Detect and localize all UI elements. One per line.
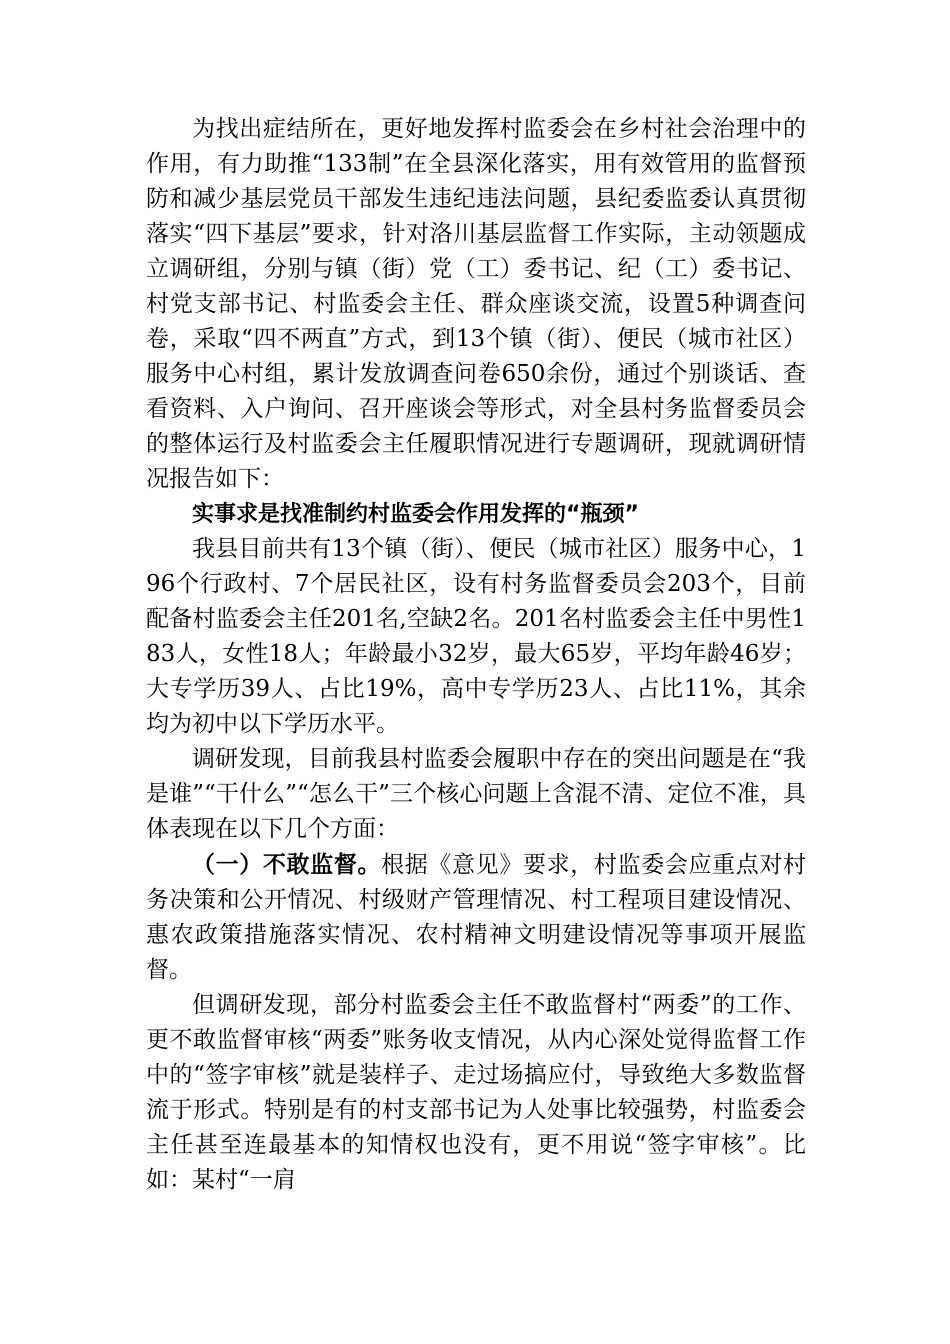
paragraph-text: 我县目前共有13个镇（街）、便民（城市社区）服务中心，196个行政村、7个居民社区，设有村务监督委员会203个，目前配备村监委会主任201名,空缺2名。201名村监委会主任中男性183人，女性18人；年龄最小32岁，最大65岁，平均年龄46岁；大专学历39人、占比19%，高中专学历23人、占比11%，其余均为初中以下学历水平。 (146, 536, 806, 737)
issue-detail-paragraph (146, 988, 806, 1198)
heading-text: 实事求是找准制约村监委会作用发挥的“瓶颈” (192, 502, 639, 527)
paragraph-text: 为找出症结所在，更好地发挥村监委会在乡村社会治理中的作用，有力助推“133制”在全县深化落实，用有效管用的监督预防和减少基层党员干部发生违纪违法问题，县纪委监委认真贯彻落实“四下基层”要求，针对洛川基层监督工作实际，主动领题成立调研组，分别与镇（街）党（工）委书记、纪（工）委书记、村党支部书记、村监委会主任、群众座谈交流，设置5种调查问卷，采取“四不两直”方式，到13个镇（街）、便民（城市社区）服务中心村组，累计发放调查问卷650余份，通过个别谈话、查看资料、入户询问、召开座谈会等形式，对全县村务监督委员会的整体运行及村监委会主任履职情况进行专题调研，现就调研情况报告如下： (146, 116, 806, 492)
intro-paragraph (146, 112, 806, 497)
section-heading (146, 497, 806, 532)
findings-paragraph (146, 742, 806, 847)
paragraph-text: 调研发现，目前我县村监委会履职中存在的突出问题是在“我是谁”“干什么”“怎么干”三个核心问题上含混不清、定位不准，具体表现在以下几个方面： (146, 746, 806, 842)
issue-one-paragraph (146, 847, 806, 988)
statistics-paragraph (146, 532, 806, 742)
paragraph-text: 根据《意见》要求，村监委会应重点对村务决策和公开情况、村级财产管理情况、村工程项目建设情况、惠农政策措施落实情况、农村精神文明建设情况等事项开展监督。 (146, 852, 807, 983)
document-page (146, 112, 806, 1198)
paragraph-text: 但调研发现，部分村监委会主任不敢监督村“两委”的工作、更不敢监督审核“两委”账务收支情况，从内心深处觉得监督工作中的“签字审核”就是装样子、走过场搞应付，导致绝大多数监督流于形式。特别是有的村支部书记为人处事比较强势，村监委会主任甚至连最基本的知情权也没有，更不用说“签字审核”。比如：某村“一肩 (146, 992, 806, 1193)
issue-lead: （一）不敢监督。 (192, 851, 382, 878)
